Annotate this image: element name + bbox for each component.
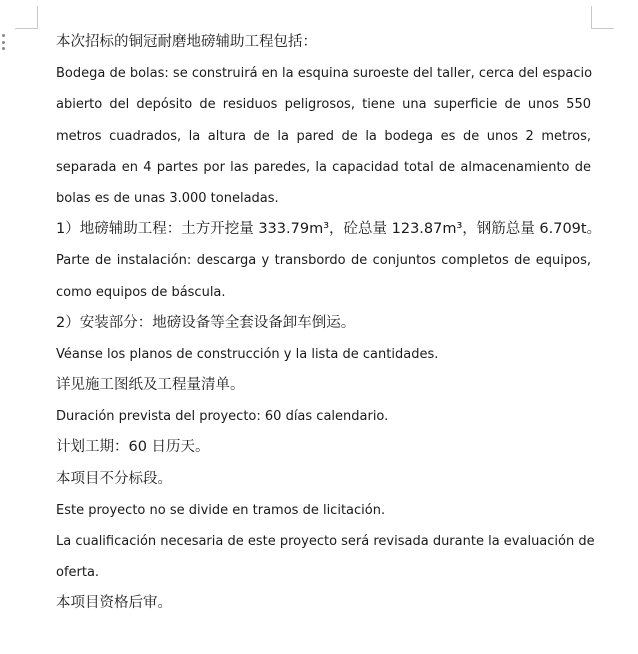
paragraph-line: bolas es de unas 3.000 toneladas. [56,190,279,206]
paragraph-line: 本项目资格后审。 [56,595,172,612]
paragraph-line: metros cuadrados, la altura de la pared de la bodega es de unos 2 metros, [56,128,591,144]
page-corner-mark-top-right [591,6,614,29]
dot [2,47,5,50]
paragraph-line: 本次招标的铜冠耐磨地磅辅助工程包括： [56,34,317,50]
paragraph-line: 详见施工图纸及工程量清单。 [56,377,245,394]
paragraph-line: 计划工期：60 日历天。 [56,439,210,456]
paragraph-line: oferta. [56,565,100,581]
paragraph-line: Véanse los planos de construcción y la lista de cantidades. [56,346,439,362]
paragraph-line: La cualificación necesaria de este proyecto será revisada durante la evaluación de [56,534,595,549]
paragraph-line: Este proyecto no se divide en tramos de licitación. [56,502,386,518]
paragraph-line: 1）地磅辅助工程：土方开挖量 333.79m³，砼总量 123.87m³，钢筋总量 6.709t。 [56,221,602,238]
vertical-dots-icon[interactable] [2,34,6,50]
paragraph-line: 本项目不分标段。 [56,470,172,487]
paragraph-line: como equipos de báscula. [56,284,226,300]
page-corner-mark-top-left [15,6,38,29]
dot [2,34,5,37]
paragraph-line: Bodega de bolas: se construirá en la esquina suroeste del taller, cerca del espacio [56,66,593,82]
document-body[interactable] [56,27,602,620]
paragraph-line: abierto del depósito de residuos peligrosos, tiene una superficie de unos 550 [56,97,591,113]
paragraph-line: Parte de instalación: descarga y transbordo de conjuntos completos de equipos, [56,253,591,269]
paragraph-line: Duración prevista del proyecto: 60 días calendario. [56,409,389,425]
paragraph-line: separada en 4 partes por las paredes, la capacidad total de almacenamiento de [56,159,591,175]
paragraph-line: 2）安装部分：地磅设备等全套设备卸车倒运。 [56,314,356,331]
dot [2,41,5,44]
